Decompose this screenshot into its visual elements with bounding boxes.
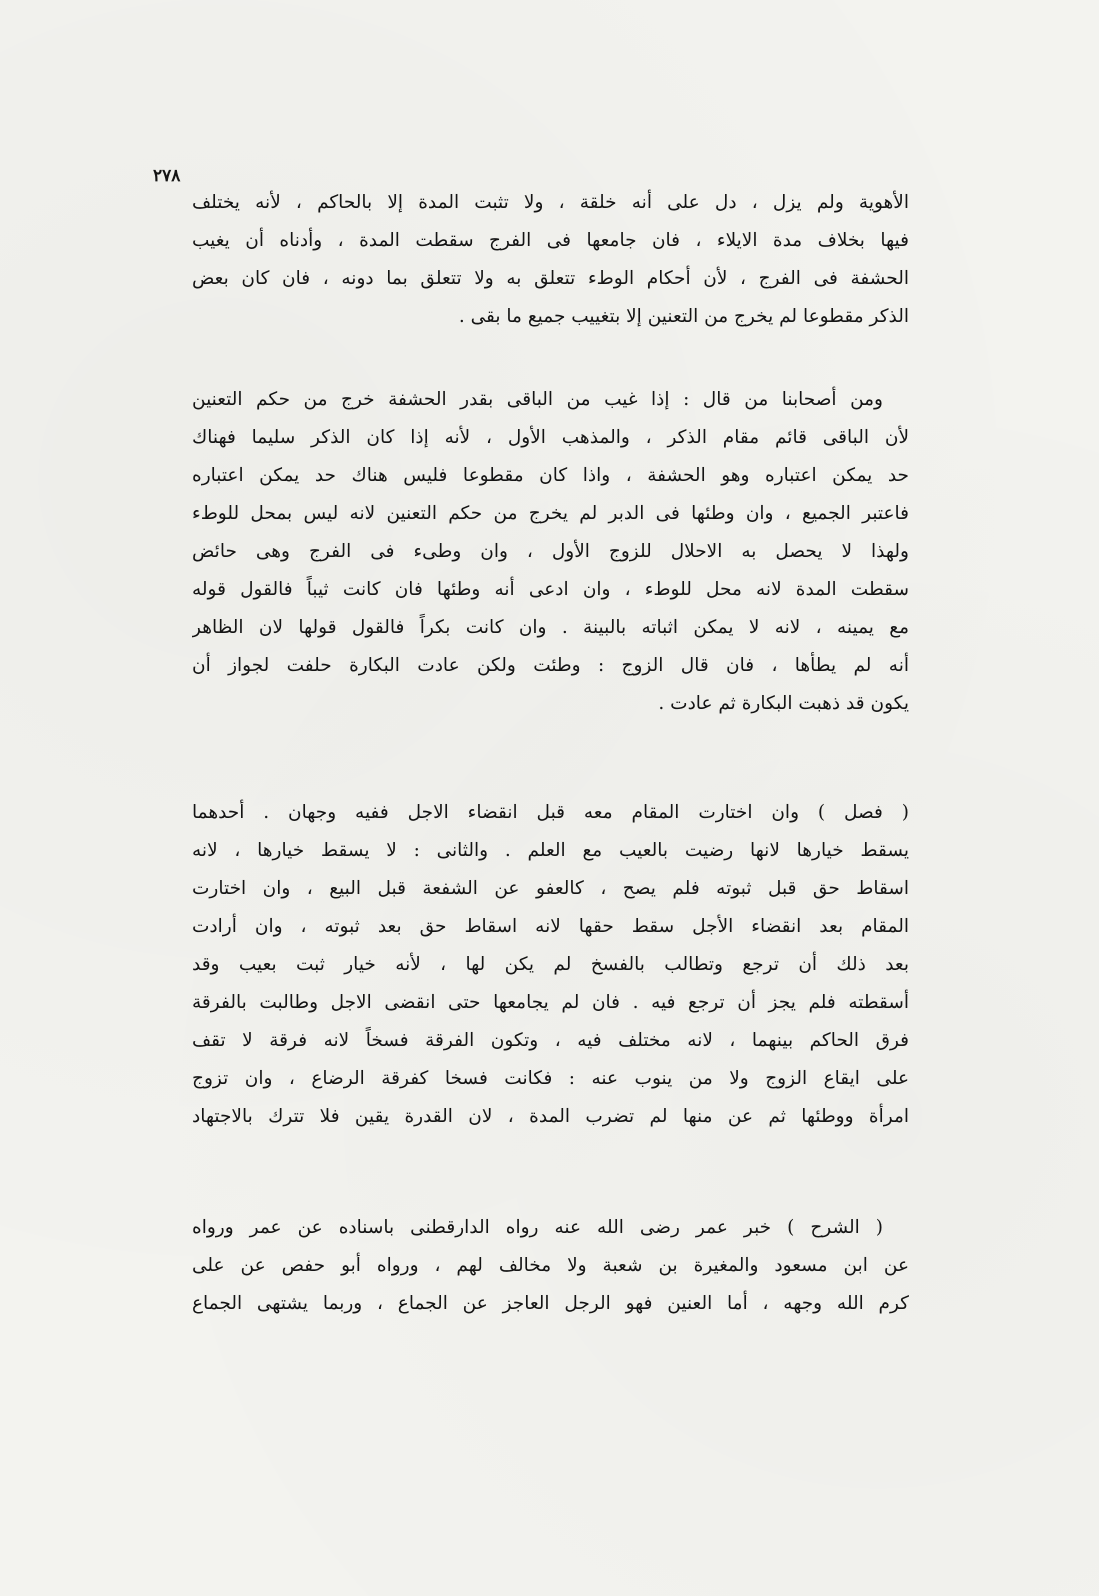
- text-line: يسقط خيارها لانها رضيت بالعيب مع العلم . والثانى : لا يسقط خيارها ، لانه: [192, 840, 909, 861]
- text-line: ( الشرح ) خبر عمر رضى الله عنه رواه الدارقطنى باسناده عن عمر ورواه: [192, 1217, 883, 1238]
- text-line: يكون قد ذهبت البكارة ثم عادت .: [658, 693, 909, 714]
- text-line: اسقاط حق قبل ثبوته فلم يصح ، كالعفو عن الشفعة قبل البيع ، وان اختارت: [192, 878, 909, 899]
- text-line: بعد ذلك أن ترجع وتطالب بالفسخ لم يكن لها ، لأنه خيار ثبت بعيب وقد: [192, 954, 909, 975]
- text-line: مع يمينه ، لانه لا يمكن اثباته بالبينة . وان كانت بكراً فالقول قولها لان الظاهر: [192, 617, 909, 638]
- page-number: ٢٧٨: [153, 166, 181, 186]
- text-line: الأهوية ولم يزل ، دل على أنه خلقة ، ولا تثبت المدة إلا بالحاكم ، لأنه يختلف: [192, 192, 909, 213]
- text-line: حد يمكن اعتباره وهو الحشفة ، واذا كان مقطوعا فليس هناك حد يمكن اعتباره: [192, 465, 909, 486]
- paragraph-continuation: [192, 184, 909, 336]
- text-line: ومن أصحابنا من قال : إذا غيب من الباقى بقدر الحشفة خرج من حكم التعنين: [192, 389, 883, 410]
- text-line: فرق الحاكم بينهما ، لانه مختلف فيه ، وتكون الفرقة فسخاً لانه فرقة لا تقف: [192, 1030, 909, 1051]
- text-line: كرم الله وجهه ، أما العنين فهو الرجل العاجز عن الجماع ، وربما يشتهى الجماع: [192, 1293, 909, 1314]
- text-line: أنه لم يطأها ، فان قال الزوج : وطئت ولكن عادت البكارة حلفت لجواز أن: [192, 655, 909, 676]
- text-line: عن ابن مسعود والمغيرة بن شعبة ولا مخالف لهم ، ورواه أبو حفص عن على: [192, 1255, 909, 1276]
- text-line: الحشفة فى الفرج ، لأن أحكام الوطء تتعلق به ولا تتعلق بما دونه ، فان كان بعض: [192, 268, 909, 289]
- text-line: أسقطته فلم يجز أن ترجع فيه . فان لم يجامعها حتى انقضى الاجل وطالبت بالفرقة: [192, 992, 909, 1013]
- paragraph-commentary: [192, 1209, 909, 1323]
- paragraph-section: [192, 794, 909, 1136]
- text-line: ( فصل ) وان اختارت المقام معه قبل انقضاء الاجل ففيه وجهان . أحدهما: [192, 802, 909, 823]
- paragraph-companions-opinion: [192, 381, 909, 723]
- text-line: ولهذا لا يحصل به الاحلال للزوج الأول ، وان وطىء فى الفرج وهى حائض: [192, 541, 909, 562]
- text-line: المقام بعد انقضاء الأجل سقط حقها لانه اسقاط حق بعد ثبوته ، وان أرادت: [192, 916, 909, 937]
- text-line: فاعتبر الجميع ، وان وطئها فى الدبر لم يخرج من حكم التعنين لانه ليس بمحل للوطء: [192, 503, 909, 524]
- text-line: فيها بخلاف مدة الايلاء ، فان جامعها فى الفرج سقطت المدة ، وأدناه أن يغيب: [192, 230, 909, 251]
- text-line: سقطت المدة لانه محل للوطء ، وان ادعى أنه وطئها فان كانت ثيباً فالقول قوله: [192, 579, 909, 600]
- text-line: على ايقاع الزوج ولا من ينوب عنه : فكانت فسخا كفرقة الرضاع ، وان تزوج: [192, 1068, 909, 1089]
- text-line: لأن الباقى قائم مقام الذكر ، والمذهب الأول ، لأنه إذا كان الذكر سليما فهناك: [192, 427, 909, 448]
- text-line: الذكر مقطوعا لم يخرج من التعنين إلا بتغييب جميع ما بقى .: [458, 306, 909, 327]
- text-line: امرأة ووطئها ثم عن منها لم تضرب المدة ، لان القدرة يقين فلا تترك بالاجتهاد: [192, 1106, 909, 1127]
